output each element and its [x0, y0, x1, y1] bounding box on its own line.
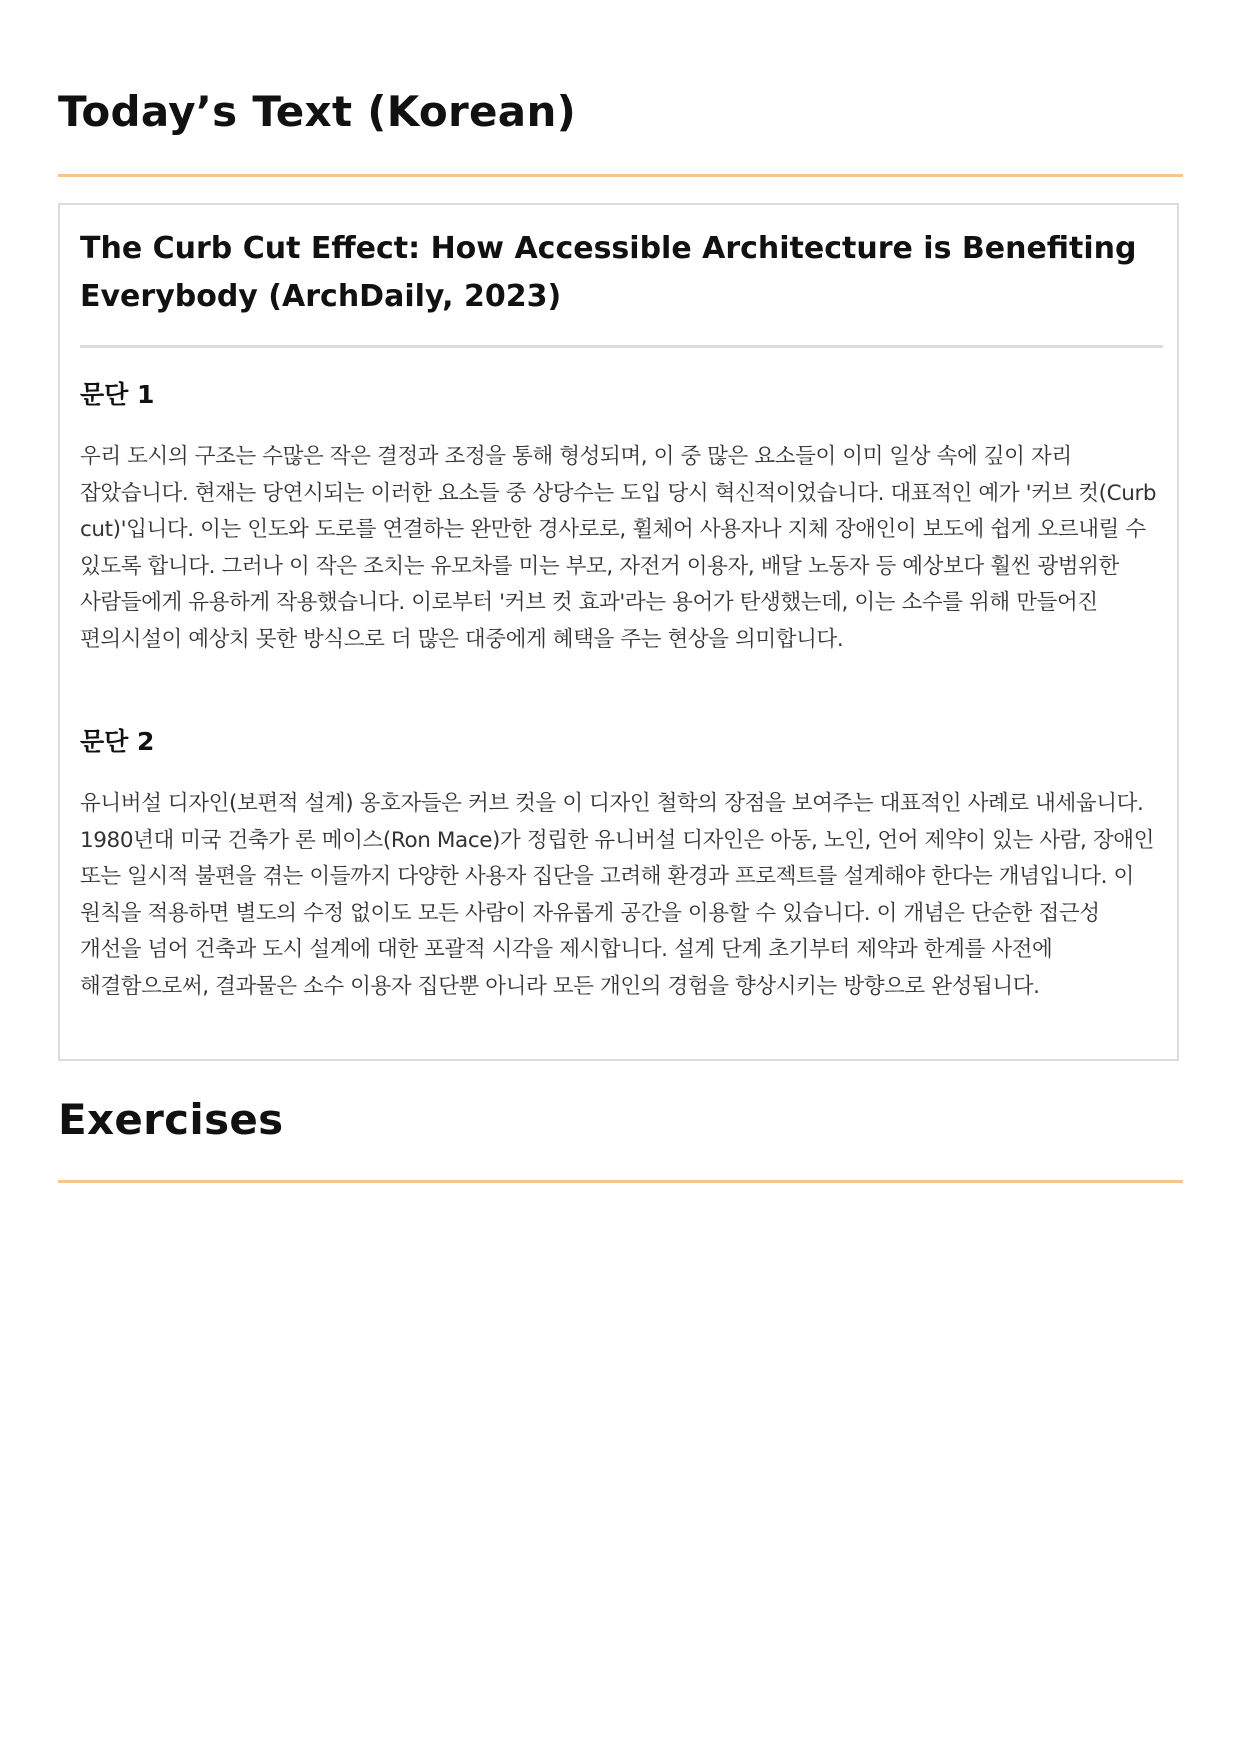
exercises-divider [58, 1180, 1183, 1183]
paragraph-2-body: 유니버설 디자인(보편적 설계) 옹호자들은 커브 컷을 이 디자인 철학의 장점을 보여주는 대표적인 사례로 내세웁니다. 1980년대 미국 건축가 론 메이스(Ron Mace)가 정립한 유니버설 디자인은 아동, 노인, 언어 제약이 있는 사람, 장애인 또는 일시적 불편을 겪는 이들까지 다양한 사용자 집단을 고려해 환경과 프로젝트를 설계해야 한다는 개념입니다. 이 원칙을 적용하면 별도의 수정 없이도 모든 사람이 자유롭게 공간을 이용할 수 있습니다. 이 개념은 단순한 접근성 개선을 넘어 건축과 도시 설계에 대한 포괄적 시각을 제시합니다. 설계 단계 초기부터 제약과 한계를 사전에 해결함으로써, 결과물은 소수 이용자 집단뿐 아니라 모든 개인의 경험을 향상시키는 방향으로 완성됩니다. [80, 791, 1155, 999]
exercises-heading: Exercises [58, 1095, 284, 1144]
article-card-content [80, 225, 1163, 999]
article-card [58, 203, 1179, 1061]
paragraph-1-body: 우리 도시의 구조는 수많은 작은 결정과 조정을 통해 형성되며, 이 중 많은 요소들이 이미 일상 속에 깊이 자리 잡았습니다. 현재는 당연시되는 이러한 요소들 중 상당수는 도입 당시 혁신적이었습니다. 대표적인 예가 '커브 컷(Curb cut)'입니다. 이는 인도와 도로를 연결하는 완만한 경사로로, 휠체어 사용자나 지체 장애인이 보도에 쉽게 오르내릴 수 있도록 합니다. 그러나 이 작은 조치는 유모차를 미는 부모, 자전거 이용자, 배달 노동자 등 예상보다 훨씬 광범위한 사람들에게 유용하게 작용했습니다. 이로부터 '커브 컷 효과'라는 용어가 탄생했는데, 이는 소수를 위해 만들어진 편의시설이 예상치 못한 방식으로 더 많은 대중에게 혜택을 주는 현상을 의미합니다. [80, 444, 1157, 652]
todays-text-heading: Today’s Text (Korean) [58, 87, 577, 136]
article-title: The Curb Cut Effect: How Accessible Architecture is Benefiting Everybody (ArchDaily, 2023) [80, 231, 1137, 314]
heading-divider [58, 174, 1183, 177]
paragraph-1-heading: 문단 1 [80, 380, 155, 409]
paragraph-2-heading: 문단 2 [80, 727, 155, 756]
article-title-divider [80, 345, 1163, 348]
